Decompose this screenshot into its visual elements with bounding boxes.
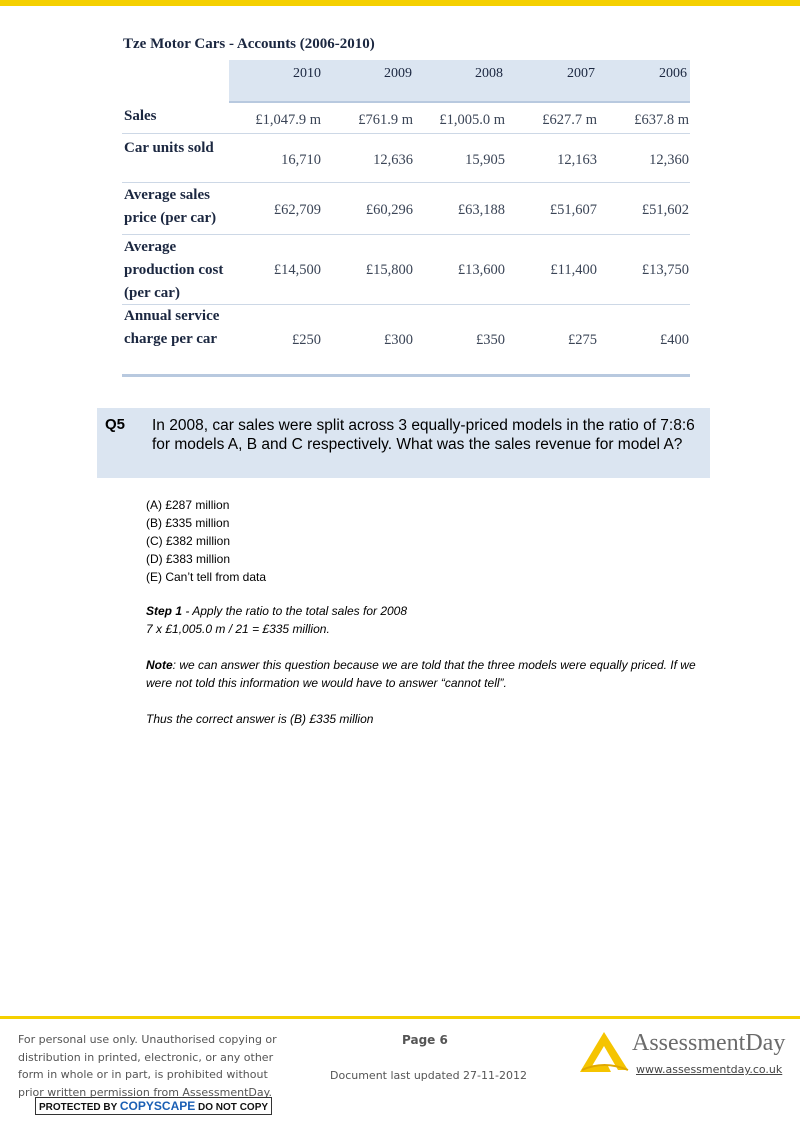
row-separator (122, 182, 690, 183)
year-header: 2007 (567, 66, 595, 81)
table-cell: £11,400 (550, 262, 597, 278)
brand-url-link[interactable]: www.assessmentday.co.uk (636, 1063, 783, 1076)
row-label: Car units sold (124, 140, 214, 156)
table-cell: 12,636 (373, 152, 413, 168)
table-cell: £14,500 (273, 262, 321, 278)
table-cell: £350 (476, 332, 505, 348)
table-cell: £761.9 m (358, 112, 413, 128)
table-cell: £62,709 (273, 202, 321, 218)
question-number: Q5 (105, 416, 126, 433)
table-cell: £63,188 (457, 202, 505, 218)
answer-option: (B) £335 million (146, 516, 230, 530)
table-cell: 15,905 (465, 152, 505, 168)
last-updated: Document last updated 27-11-2012 (330, 1069, 527, 1082)
table-cell: £627.7 m (542, 112, 597, 128)
copyscape-suffix: DO NOT COPY (195, 1102, 269, 1113)
assessmentday-logo-icon (578, 1030, 630, 1074)
table-cell: £13,600 (457, 262, 505, 278)
table-cell: 16,710 (281, 152, 321, 168)
copyscape-badge[interactable] (35, 1097, 272, 1115)
row-label: Average production cost (per car) (124, 239, 224, 301)
explanation-step (146, 602, 706, 638)
copyright-disclaimer: For personal use only. Unauthorised copying or distribution in printed, electronic, or any other form in whole or in part, is prohibited without prior written permission from AssessmentDay. (18, 1033, 277, 1099)
year-header: 2006 (659, 66, 687, 81)
footer-divider (0, 1016, 800, 1019)
table-cell: £1,005.0 m (439, 112, 505, 128)
year-header: 2010 (293, 66, 321, 81)
table-bottom-border (122, 374, 690, 377)
answer-options (146, 496, 266, 586)
top-accent-bar (0, 0, 800, 6)
year-header: 2008 (475, 66, 503, 81)
table-cell: 12,163 (557, 152, 597, 168)
step-text: - Apply the ratio to the total sales for 2008 (182, 604, 408, 618)
explanation-note (146, 656, 706, 692)
row-label: Average sales price (per car) (124, 187, 217, 226)
table-cell: £275 (568, 332, 597, 348)
answer-option: (E) Can’t tell from data (146, 570, 267, 584)
table-cell: 12,360 (649, 152, 689, 168)
year-header: 2009 (384, 66, 412, 81)
row-label: Sales (124, 108, 157, 124)
table-cell: £51,602 (641, 202, 689, 218)
row-separator (122, 133, 690, 134)
copyscape-brand: COPYSCAPE (119, 1099, 196, 1113)
table-cell: £51,607 (549, 202, 597, 218)
answer-option: (C) £382 million (146, 534, 231, 548)
correct-answer: Thus the correct answer is (B) £335 million (146, 712, 374, 726)
table-title: Tze Motor Cars - Accounts (2006-2010) (123, 36, 375, 52)
note-text: : we can answer this question because we are told that the three models were equally priced. If we were not told this information we would have to answer “cannot tell”. (146, 658, 696, 690)
brand-name: AssessmentDay (632, 1030, 786, 1056)
table-cell: £637.8 m (634, 112, 689, 128)
table-cell: £1,047.9 m (255, 112, 321, 128)
step-calculation: 7 x £1,005.0 m / 21 = £335 million. (146, 622, 330, 636)
note-label: Note (146, 658, 173, 672)
table-cell: £300 (384, 332, 413, 348)
table-cell: £15,800 (365, 262, 413, 278)
copyscape-prefix: PROTECTED BY (38, 1102, 120, 1113)
question-text: In 2008, car sales were split across 3 equally-priced models in the ratio of 7:8:6 for models A, B and C respectively. What was the sales revenue for model A? (152, 417, 695, 453)
page-number: Page 6 (402, 1033, 448, 1047)
row-separator (122, 234, 690, 235)
answer-option: (D) £383 million (146, 552, 231, 566)
row-label: Annual service charge per car (124, 308, 220, 347)
table-cell: £400 (660, 332, 689, 348)
answer-option: (A) £287 million (146, 498, 230, 512)
table-header-divider (229, 101, 690, 103)
table-cell: £250 (292, 332, 321, 348)
step-label: Step 1 (146, 604, 183, 618)
table-cell: £60,296 (365, 202, 413, 218)
table-cell: £13,750 (641, 262, 689, 278)
